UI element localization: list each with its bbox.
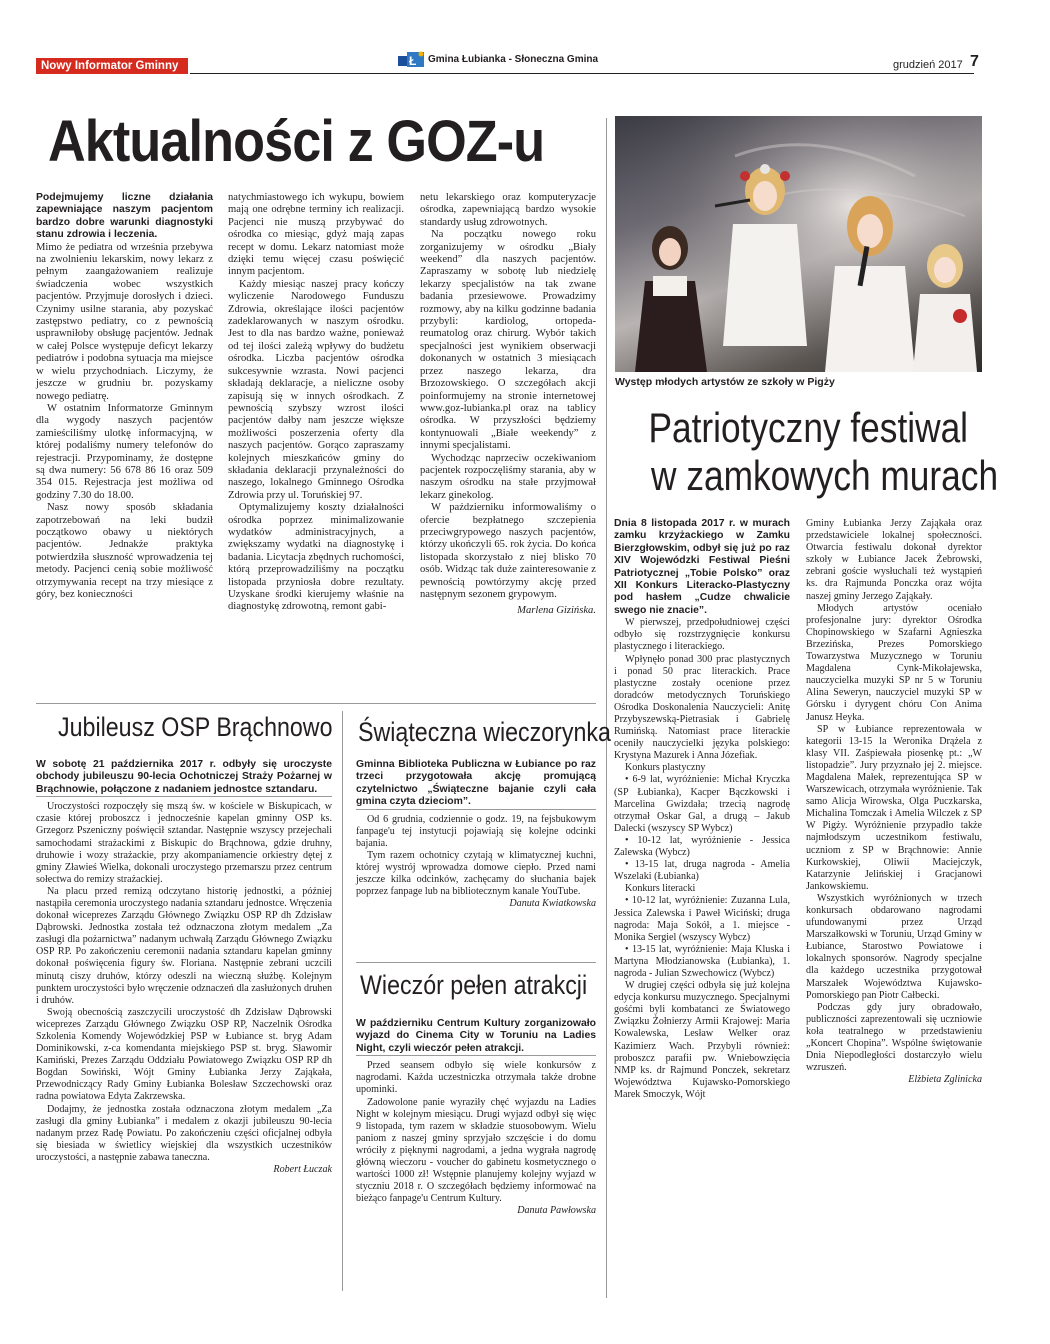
festival-col2-p1: Gminy Łubianka Jerzy Zająkała oraz przedstawiciele lokalnej społeczności. Otwarcia festiwalu dokonał dyrektor szkoły w Łubiance Jacek Żebrowski, zebrani goście wysłuchali też wystąpień ks. dra Rajmunda Ponczka oraz wójta naszej gminy Jerzego Zająkały. [806, 518, 982, 602]
publication-name: Nowy Informator Gminny [41, 60, 179, 72]
main-col3-p1: netu lekarskiego oraz komputeryzacje ośrodka, zapewniającą bardzo wysokie standardy usług zdrowotnych. [420, 192, 596, 228]
osp-p3: Swoją obecnością zaszczycili uroczystość dh Zdzisław Dąbrowski wiceprezes Zarządu Głównego Związku OSP RP, Naczelnik Ośrodka Szkolenia Komendy Wojewódzkiej PSP w Łubiance st. bryg Adam Dominikowski, z-ca komendanta miejskiego PSP st. bryg. Sławomir Kamiński, Prezes Zarządu Oddziału Powiatowego Związku OSP RP dh Bogdan Sowiński, Wójt Gminy Łubianka Jerzy Zająkała, Przewodniczący Rady Gminy Łubianka Bolesław Szczechowski oraz radna powiatowa Edyta Zakrzewska. [36, 1006, 332, 1103]
wieczorynka-p2: Tym razem ochotnicy czytają w klimatycznej kuchni, której wystrój wprowadza domowe ciepło. Przed nami jeszcze kilka odcinków, zachęcamy do słuchania bajek poprzez fanpage lub na bibliotecznym kanale YouTube. [356, 849, 596, 898]
children-singers-illustration [615, 116, 982, 372]
main-signature: Marlena Gizińska. [517, 605, 596, 617]
festival-col2-p4: Wszystkich wyróżnionych w trzech konkursach obdarowano nagrodami ufundowanymi przez Urząd Marszałkowski w Toruniu, Urząd Gminy w Łubiance, Starostwo Powiatowe i lokalnych sponsorów. Nagrody specjalne dla każdego uczestnika przygotował Marszałek Województwa Kujawsko-Pomorskiego pan Piotr Całbecki. [806, 892, 982, 1001]
osp-p4: Dodajmy, że jednostka została odznaczona złotym medalem „Za zasługi dla gminy Łubianka” i medalem z okazji jubileuszu 90-lecia nadanym przez Radę Powiatu. Po zakończeniu części oficjalnej odbyła się biesiada w świetlicy wiejskiej dla wszystkich uczestników uroczystości, a następnie zabawa taneczna. [36, 1103, 332, 1163]
wieczor-top-rule [356, 962, 596, 963]
wieczorynka-lead-rule [356, 809, 596, 810]
main-col2-p3: Optymalizujemy koszty działalności ośrodka poprzez minimalizowanie wydatków administracyjnych, a zwiększamy wydatki na diagnostykę i badania. Licytacja zbędnych ruchomości, którą przeprowadziliśmy na początku listopada przyniosła dobre rezultaty. Uzyskane środki kierujemy właśnie na diagnostykę zdrowotną, remont gabi- [228, 502, 404, 613]
osp-body [36, 759, 332, 1176]
wieczor-title: Wieczór pełen atrakcji [360, 970, 588, 1000]
osp-signature: Robert Łuczak [273, 1164, 332, 1176]
wieczorynka-p1: Od 6 grudnia, codziennie o godz. 19, na fejsbukowym fanpage'u tej instytucji pojawiają się kolejne odcinki bajania. [356, 813, 596, 849]
wieczorynka-lead: Gminna Biblioteka Publiczna w Łubiance po raz trzeci przygotowała akcję promującą czytelnictwo „Świąteczne bajanie czyli cała gmina czyta dzieciom”. [356, 759, 596, 808]
wieczorynka-body [356, 759, 596, 910]
osp-p2: Na placu przed remizą odczytano historię jednostki, a później nastąpiła ceremonia uroczystego nadania sztandaru jednostce. Wręczenia dokonał wiceprezes Zarządu Głównego Związku OSP RP dh Zdzisław Dąbrowski. Jednostka została też odznaczona złotym medalem „Za zasługi dla pożarnictwa” nadanym uchwałą Zarządu Głównego Związku OSP RP. Po zakończeniu ceremonii nadania sztandaru kapelan gminny dokonał poświęcenia figury św. Floriana. Następnie zebrani uczcili minutą ciszy druhów, którzy odeszli na wieczną służbę. Kolejnym punktem uroczystości było wręczenie odznaczeń dla zasłużonych druhen i druhów. [36, 885, 332, 1006]
main-col2-p1: natychmiastowego ich wykupu, bowiem mają one odrębne terminy ich realizacji. Pacjenci nie muszą przybywać do ośrodka co miesiąc, gdyż mają zapas recept w domu. Lekarz natomiast może dzięki temu więcej czasu poświęcić innym pacjentom. [228, 192, 404, 278]
main-col1-p3: Nasz nowy sposób składania zapotrzebowań na leki budził początkowo obawy u niektórych pacjentów. Jednakże praktyka potwierdziła słuszność wprowadzenia tej metody. Pacjenci cenią sobie możliwość otrzymywania recept na trzy miesiące z góry, bez konieczności [36, 502, 213, 600]
wieczorynka-signature: Danuta Kwiatkowska [509, 898, 596, 910]
festival-col1-p4: • 6-9 lat, wyróżnienie: Michał Kryczka (SP Łubianka), Kacper Bączkowski i Marcelina Gwizdała; trzecią nagrodę otrzymał Oskar Gal, a drugą – Jakub Dalecki (wszyscy SP Wybcz) [614, 774, 790, 834]
main-column-1 [36, 192, 213, 601]
header-rule [190, 73, 974, 74]
festival-col1-p2: Wpłynęło ponad 300 prac plastycznych i ponad 50 prac literackich. Prace plastyczne zostały ocenione przez doradców metodycznych Toruńskiego Ośrodka Doskonalenia Nauczycieli: Anitę Przybyszewską-Pietrasiak i Gabrielę Rumińską. Natomiast prace literackie oceniły nauczycielki języka polskiego: Krystyna Mazurek i Anna Józefiak. [614, 653, 790, 762]
festival-lead: Dnia 8 listopada 2017 r. w murach zamku krzyżackiego w Zamku Bierzgłowskim, odbył się już po raz XIV Wojewódzki Festiwal Pieśni Patriotycznej „Tobie Polsko” oraz XII Konkurs Literacko-Plastyczny pod hasłem „Cudze chwalicie swego nie znacie”. [614, 518, 790, 616]
wieczorynka-title: Świąteczna wieczorynka [358, 717, 611, 747]
column-divider [606, 118, 607, 1298]
festival-title-line-1: Patriotyczny festiwal [648, 404, 969, 451]
main-col3-p3: Wychodząc naprzeciw oczekiwaniom pacjentek rozpoczęliśmy starania, aby w naszym ośrodku na stałe przyjmował lekarz ginekolog. [420, 452, 596, 501]
festival-col1-p6: • 13-15 lat, druga nagroda - Amelia Wszelaki (Łubianka) [614, 859, 790, 883]
main-col3-p4: W październiku informowaliśmy o ofercie bezpłatnego szczepienia przeciwgrypowego naszych pacjentów, którzy ukończyli 65. rok życia. Do końca listopada skorzystało z niej blisko 70 osób. Widząc tak duże zainteresowanie z pewnością powtórzymy akcję przed następnym sezonem grypowym. [420, 502, 596, 600]
osp-title: Jubileusz OSP Brąchnowo [58, 712, 333, 742]
wieczor-lead: W październiku Centrum Kultury zorganizowało wyjazd do Cinema City w Toruniu na Ladies Night, czyli wieczór pełen atrakcji. [356, 1018, 596, 1054]
main-column-2 [228, 192, 404, 614]
svg-text:Ł: Ł [409, 54, 417, 68]
osp-top-rule [36, 703, 596, 704]
wieczor-lead-rule [356, 1055, 596, 1056]
osp-p1: Uroczystości rozpoczęły się mszą św. w kościele w Biskupicach, w czasie której proboszcz i jednocześnie kapelan gminny OSP ks. Grzegorz Pszeniczny poświęcił sztandar. Następnie wszyscy przejechali samochodami strażackimi z Biskupic do Brąchnowa, gdzie druhny, druhowie i wozy strażackie, przy akompaniamencie orkiestry dętej z gminy Zławieś Wielka, dokonali uroczystego przemarszu przez centrum sołectwa do remizy strażackiej. [36, 801, 332, 885]
festival-col2-p5: Podczas gdy jury obradowało, publiczności zaprezentowali się uczniowie koła teatralnego w przedstawieniu „Koncert Chopina”. Wspólne świętowanie Dnia Niepodległości dostarczyło wielu wzruszeń. [806, 1001, 982, 1074]
header-center-text: Gmina Łubianka - Słoneczna Gmina [428, 54, 599, 65]
gmina-logo [398, 50, 426, 70]
osp-lead-rule [36, 796, 332, 797]
publication-badge [36, 58, 188, 74]
wieczor-signature: Danuta Pawłowska [517, 1205, 596, 1217]
wieczor-body [356, 1018, 596, 1217]
main-col2-p2: Każdy miesiąc naszej pracy kończy wyliczenie Narodowego Funduszu Zdrowia, określające ilości pacjentów zadeklarowanych w naszym ośrodku. Jest to dla nas bardzo ważne, ponieważ od tej ilości zależą wpływy do budżetu ośrodka. Liczba pacjentów ośrodka sukcesywnie wzrasta. Nowi pacjenci składają deklaracje, a nieliczne osoby zapisują się w innych ośrodkach. Z pewnością szybszy wzrost ilości pacjentów dałby nam jeszcze większe możliwości poszerzenia oferty dla naszych pacjentów. Gorąco zapraszamy kolejnych mieszkańców gminy do składania deklaracji przynależności do naszego, lokalnego Gminnego Ośrodka Zdrowia przy ul. Toruńskiej 97. [228, 278, 404, 501]
festival-col1-p7: Konkurs literacki [625, 883, 696, 895]
festival-col1-p3: Konkurs plastyczny [625, 762, 706, 774]
festival-col1-p9: • 13-15 lat, wyróżnienie: Maja Kluska i Martyna Młodzianowska (Łubianka), 1. nagroda - Julian Szwechowicz (Wybcz) [614, 943, 790, 979]
festival-photo [615, 116, 982, 372]
issue-date: grudzień 2017 [893, 59, 963, 71]
festival-col1-p5: • 10-12 lat, wyróżnienie - Jessica Zalewska (Wybcz) [614, 834, 790, 859]
main-title: Aktualności z GOZ-u [48, 109, 545, 174]
main-col1-p2: W ostatnim Informatorze Gminnym dla wygody naszych pacjentów zamieściliśmy ulotkę informacyjną, w której podaliśmy numery telefonów do rejestracji. Przypominamy, że dostępne są dwa numery: 56 678 86 16 oraz 509 354 015. Rejestracja jest możliwa od godziny 7.30 do 18.00. [36, 402, 213, 501]
festival-col1-p10: W drugiej części odbyła się już kolejna edycja konkursu muzycznego. Specjalnymi gośćmi byli kombatanci ze Światowego Związku Żołnierzy Armii Krajowej: Maria Kowalewska, Lesław Welker oraz Kazimierz Wach. Przybyli również: proboszcz parafii pw. Wniebowzięcia NMP ks. dr Rajmund Ponczek, sekretarz Województwa Kujawsko-Pomorskiego Marek Smoczyk, Wójt [614, 980, 790, 1100]
wieczor-p1: Przed seansem odbyło się wiele konkursów z nagrodami. Każda uczestniczka otrzymała także drobne upominki. [356, 1060, 596, 1096]
festival-col1-p1: W pierwszej, przedpołudniowej części odbyło się rozstrzygnięcie konkursu plastycznego i literackiego. [614, 617, 790, 653]
main-column-3 [420, 192, 596, 618]
page-number: 7 [970, 53, 979, 70]
festival-col2-p3: SP w Łubiance reprezentowała w kategorii 13-15 la Weronika Drążela z klasy VII. Zaśpiewała piosenkę pt.: „W listopadzie”. Jury przyznało jej 2. miejsce. Magdalena Małek, reprezentująca SP w Warszewicach, otrzymała wyróżnienie. Tak samo Alicja Wirowska, Olga Puczkarska, Michalina Tomczak i Amelia Wilczek z SP W Pigży. Wyróżnienie przypadło także najmłodszym uczestnikom festiwalu, uczniom z SP w Brąchnowie: Annie Kurkowskiej, Oliwii Maciejczyk, Katarzynie Jelińskiej i Gracjanowi Jankowskiemu. [806, 723, 982, 892]
osp-lead: W sobotę 21 października 2017 r. odbyły się uroczyste obchody jubileuszu 90-lecia Ochotniczej Straży Pożarnej w Brąchnowie, połączone z nadaniem jednostce sztandaru. [36, 759, 332, 795]
osp-divider [342, 711, 343, 1291]
festival-col2-p2: Młodych artystów oceniało profesjonalne jury: dyrektor Ośrodka Chopinowskiego w Szafarni Agnieszka Brzezińska, Prezes Pomorskiego Towarzystwa Muzycznego w Toruniu Magdalena Cynk-Mikołajewska, nauczycielka muzyki SP nr 5 w Toruniu Alina Seweryn, nauczyciel muzyki SP w Górsku i dyrygent chóru Con Anima Janusz Heyka. [806, 602, 982, 723]
festival-title-line-2: w zamkowych murach [651, 452, 999, 499]
festival-col1-p8: • 10-12 lat, wyróżnienie: Zuzanna Lula, Jessica Zalewska i Paweł Wiciński; druga nagroda: Maja Sokół, a 1. miejsce - Monika Sergiel (wszyscy Wybcz) [614, 895, 790, 943]
main-col3-p2: Na początku nowego roku zorganizujemy w ośrodku „Biały weekend” dla naszych pacjentów. Zapraszamy w sobotę lub niedzielę lekarzy specjalistów na tak zwane badania przesiewowe. Prowadzimy rozmowy, aby na kilku godzinne badania przybyli: kardiolog, ortopeda- reumatolog oraz chirurg. Wybór takich specjalności jest wynikiem obserwacji dokonanych w ostatnich 3 miesiącach przez naszego lekarza, dra Brzozowskiego. O szczegółach akcji poinformujemy na stronie internetowej www.goz-lubianka.pl oraz na tablicy ośrodka. W przyszłości będziemy kontynuowali „Białe weekendy” z innymi specjalistami. [420, 229, 596, 452]
festival-title [618, 404, 999, 500]
festival-signature: Elżbieta Zglinicka [908, 1074, 982, 1086]
photo-caption: Występ młodych artystów ze szkoły w Pigży [615, 376, 835, 388]
festival-column-2 [806, 518, 982, 1086]
festival-column-1 [614, 518, 790, 1101]
wieczor-p2: Zadowolone panie wyraziły chęć wyjazdu na Ladies Night w kolejnym miesiącu. Drugi wyjazd odbył się więc 9 listopada, tym razem w składzie stuosobowym. Wielu paniom z naszej gminy sprzyjało szczęście i do domu wróciły z pięknymi nagrodami, a jedna wygrała nagrodę główną wieczoru - voucher do gabinetu kosmetycznego o wartości 1000 zł! Wstępnie planujemy kolejny wyjazd w styczniu 2018 r. O szczegółach będziemy informować na bieżąco fanpage'u Centrum Kultury. [356, 1096, 596, 1205]
main-lead: Podejmujemy liczne działania zapewniające naszym pacjentom bardzo dobre warunki diagnostyki stanu zdrowia i leczenia. [36, 192, 213, 241]
main-col1-p1: Mimo że pediatra od września przebywa na zwolnieniu lekarskim, nowy lekarz z pełnym zaangażowaniem realizuje świadczenia wobec wszystkich pacjentów. Przyjmuje dorosłych i dzieci. Czynimy usilne starania, aby pozyskać zastępstwo pediatry, co z pewnością usprawniłoby obsługę pacjentów. Jednak w całej Polsce występuje deficyt lekarzy pediatrów i podobna sytuacja ma miejsce w wielu przychodniach. Liczymy, że jeszcze w grudniu br. pozyskamy nowego pediatrę. [36, 241, 213, 402]
